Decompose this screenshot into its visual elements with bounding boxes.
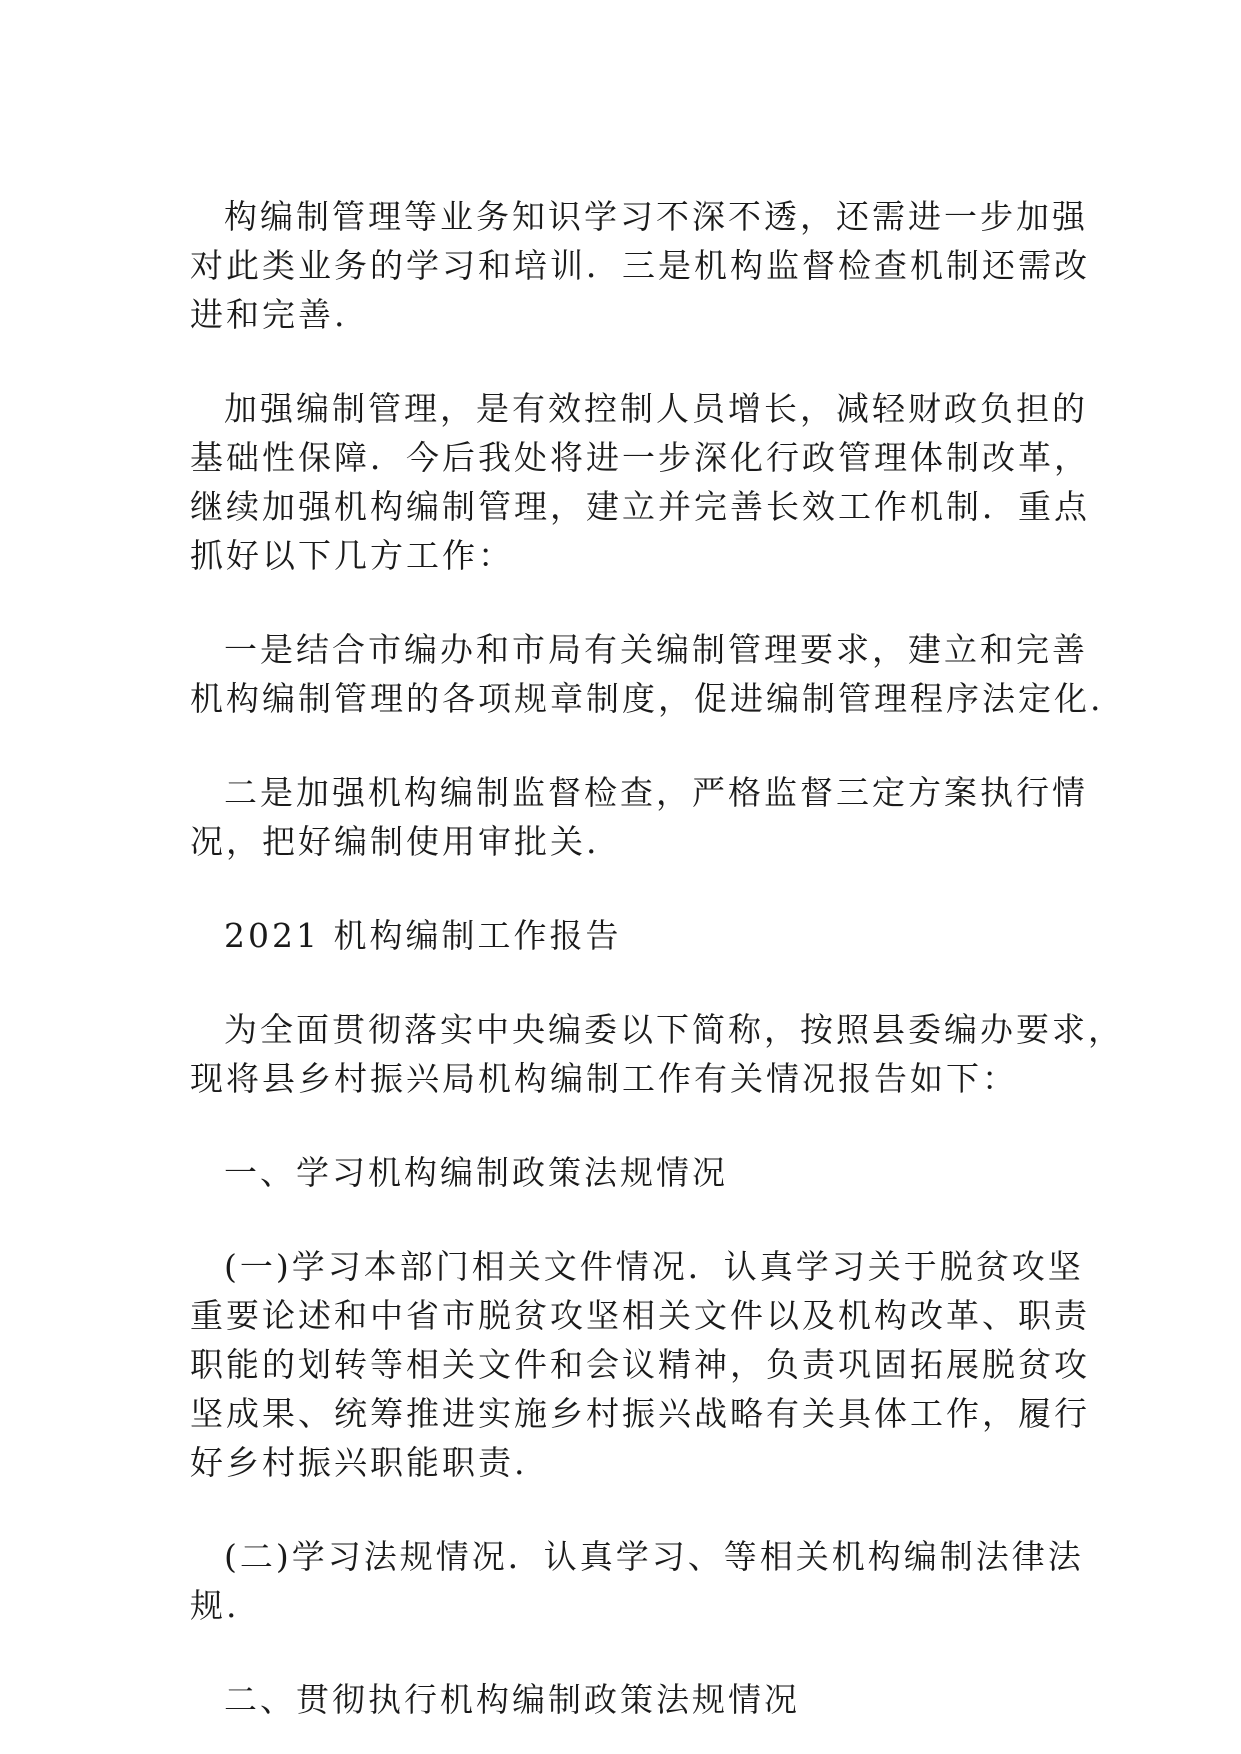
- text-line: (二)学习法规情况．认真学习、等相关机构编制法律法: [224, 1537, 1084, 1576]
- text-line: 基础性保障．今后我处将进一步深化行政管理体制改革，: [190, 438, 1090, 477]
- text-line: 抓好以下几方工作：: [190, 536, 514, 575]
- text-line: 对此类业务的学习和培训．三是机构监督检查机制还需改: [190, 246, 1090, 285]
- section-heading: [190, 911, 1050, 960]
- paragraph: [190, 625, 1104, 723]
- paragraph: [190, 1532, 1084, 1630]
- text-line: 为全面贯彻落实中央编委以下简称，按照县委编办要求，: [224, 1010, 1124, 1049]
- text-line: (一)学习本部门相关文件情况．认真学习关于脱贫攻坚: [224, 1247, 1084, 1286]
- text-line: 构编制管理等业务知识学习不深不透，还需进一步加强: [224, 197, 1088, 236]
- report-title: 2021 机构编制工作报告: [224, 916, 622, 955]
- paragraph: [190, 192, 1090, 339]
- text-line: 现将县乡村振兴局机构编制工作有关情况报告如下：: [190, 1059, 1018, 1098]
- text-line: 进和完善.: [190, 295, 348, 334]
- paragraph: [190, 384, 1090, 580]
- paragraph: [190, 1242, 1090, 1487]
- text-line: 况，把好编制使用审批关.: [190, 822, 600, 861]
- text-line: 职能的划转等相关文件和会议精神，负责巩固拓展脱贫攻: [190, 1345, 1090, 1384]
- text-line: 好乡村振兴职能职责.: [190, 1443, 528, 1482]
- text-line: 规.: [190, 1586, 240, 1625]
- paragraph: [190, 768, 1088, 866]
- heading-line: 二、贯彻执行机构编制政策法规情况: [224, 1680, 800, 1719]
- text-line: 重要论述和中省市脱贫攻坚相关文件以及机构改革、职责: [190, 1296, 1090, 1335]
- text-line: 二是加强机构编制监督检查，严格监督三定方案执行情: [224, 773, 1088, 812]
- document-body: [190, 192, 1124, 1724]
- section-heading: [190, 1675, 1050, 1724]
- text-line: 继续加强机构编制管理，建立并完善长效工作机制．重点: [190, 487, 1090, 526]
- text-line: 一是结合市编办和市局有关编制管理要求，建立和完善: [224, 630, 1088, 669]
- paragraph: [190, 1005, 1124, 1103]
- text-line: 机构编制管理的各项规章制度，促进编制管理程序法定化.: [190, 679, 1104, 718]
- heading-line: 一、学习机构编制政策法规情况: [224, 1153, 728, 1192]
- section-heading: [190, 1148, 1050, 1197]
- text-line: 加强编制管理，是有效控制人员增长，减轻财政负担的: [224, 389, 1088, 428]
- text-line: 坚成果、统筹推进实施乡村振兴战略有关具体工作，履行: [190, 1394, 1090, 1433]
